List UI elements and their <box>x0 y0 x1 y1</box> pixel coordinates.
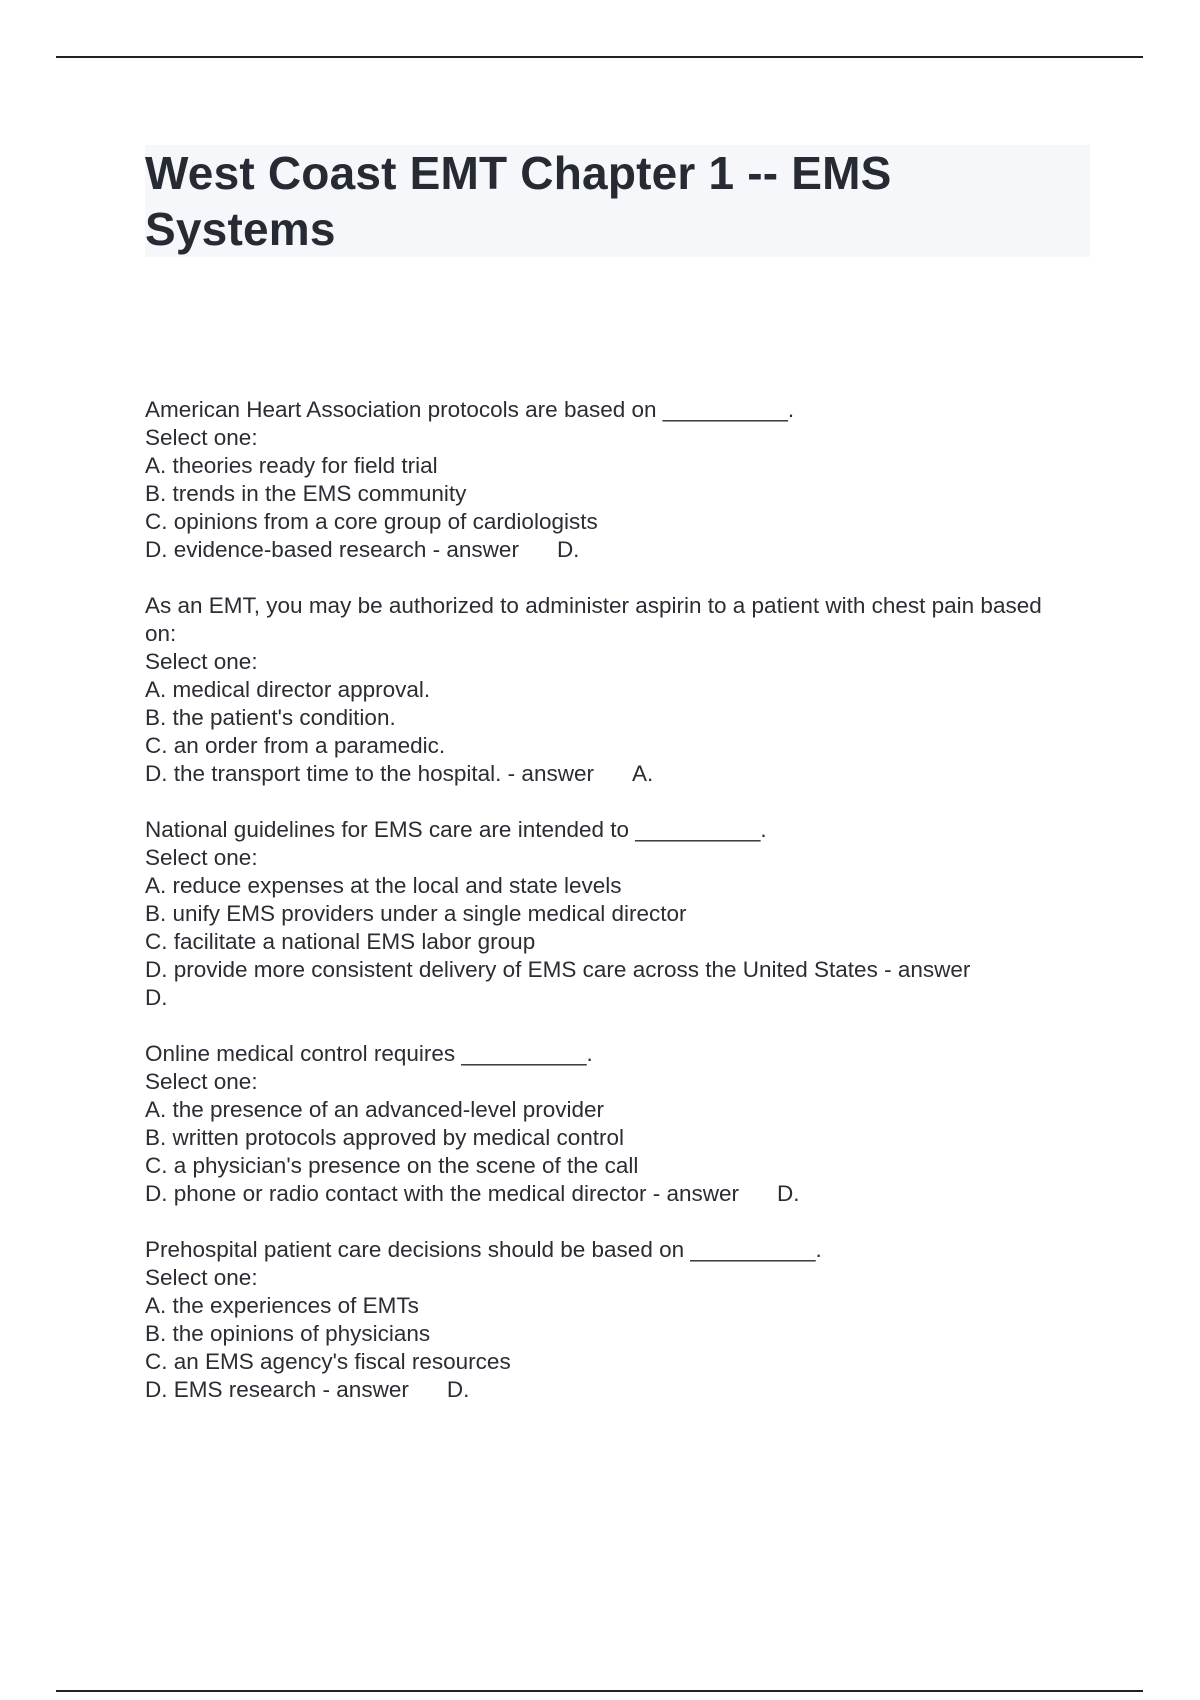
option-d-line <box>145 536 1105 564</box>
answer-letter: D. <box>777 1181 800 1206</box>
title-block <box>145 145 1090 257</box>
option-c: C. an order from a paramedic. <box>145 733 446 758</box>
option-b: B. the opinions of physicians <box>145 1321 431 1346</box>
question-prompt: Online medical control requires __________. <box>145 1041 593 1066</box>
option-c: C. facilitate a national EMS labor group <box>145 929 536 954</box>
document-title: West Coast EMT Chapter 1 -- EMS Systems <box>145 147 892 255</box>
option-a: A. theories ready for field trial <box>145 453 438 478</box>
answer-letter: A. <box>631 761 654 786</box>
question-4 <box>145 1040 1105 1208</box>
answer-letter: D. <box>145 985 168 1010</box>
option-d: D. provide more consistent delivery of EMS care across the United States - answer <box>145 957 971 982</box>
question-prompt: Prehospital patient care decisions should be based on __________. <box>145 1237 822 1262</box>
select-one-label: Select one: <box>145 1069 258 1094</box>
option-c: C. a physician's presence on the scene of the call <box>145 1153 639 1178</box>
question-list <box>145 396 1105 1432</box>
question-prompt: American Heart Association protocols are based on __________. <box>145 397 795 422</box>
option-a: A. reduce expenses at the local and state levels <box>145 873 622 898</box>
option-b: B. trends in the EMS community <box>145 481 467 506</box>
option-d: D. evidence-based research - answer <box>145 537 519 562</box>
option-a: A. the presence of an advanced-level provider <box>145 1097 605 1122</box>
question-prompt: National guidelines for EMS care are intended to __________. <box>145 817 767 842</box>
option-a: A. the experiences of EMTs <box>145 1293 419 1318</box>
option-b: B. the patient's condition. <box>145 705 396 730</box>
option-d: D. EMS research - answer <box>145 1377 409 1402</box>
question-2 <box>145 592 1105 788</box>
option-d-line <box>145 1376 1105 1404</box>
option-a: A. medical director approval. <box>145 677 431 702</box>
option-b: B. written protocols approved by medical control <box>145 1125 624 1150</box>
option-b: B. unify EMS providers under a single medical director <box>145 901 687 926</box>
select-one-label: Select one: <box>145 1265 258 1290</box>
question-3 <box>145 816 1105 1012</box>
answer-letter: D. <box>556 537 580 562</box>
top-rule <box>56 56 1143 58</box>
select-one-label: Select one: <box>145 425 258 450</box>
question-prompt: As an EMT, you may be authorized to administer aspirin to a patient with chest pain based on: <box>145 593 1042 646</box>
question-1 <box>145 396 1105 564</box>
select-one-label: Select one: <box>145 845 258 870</box>
option-d-line <box>145 760 1105 788</box>
option-d: D. phone or radio contact with the medical director - answer <box>145 1181 740 1206</box>
question-5 <box>145 1236 1105 1404</box>
option-d-line <box>145 1180 1105 1208</box>
option-c: C. opinions from a core group of cardiologists <box>145 509 598 534</box>
bottom-rule <box>56 1690 1143 1692</box>
option-c: C. an EMS agency's fiscal resources <box>145 1349 511 1374</box>
option-d: D. the transport time to the hospital. - answer <box>145 761 594 786</box>
select-one-label: Select one: <box>145 649 258 674</box>
answer-letter: D. <box>446 1377 470 1402</box>
